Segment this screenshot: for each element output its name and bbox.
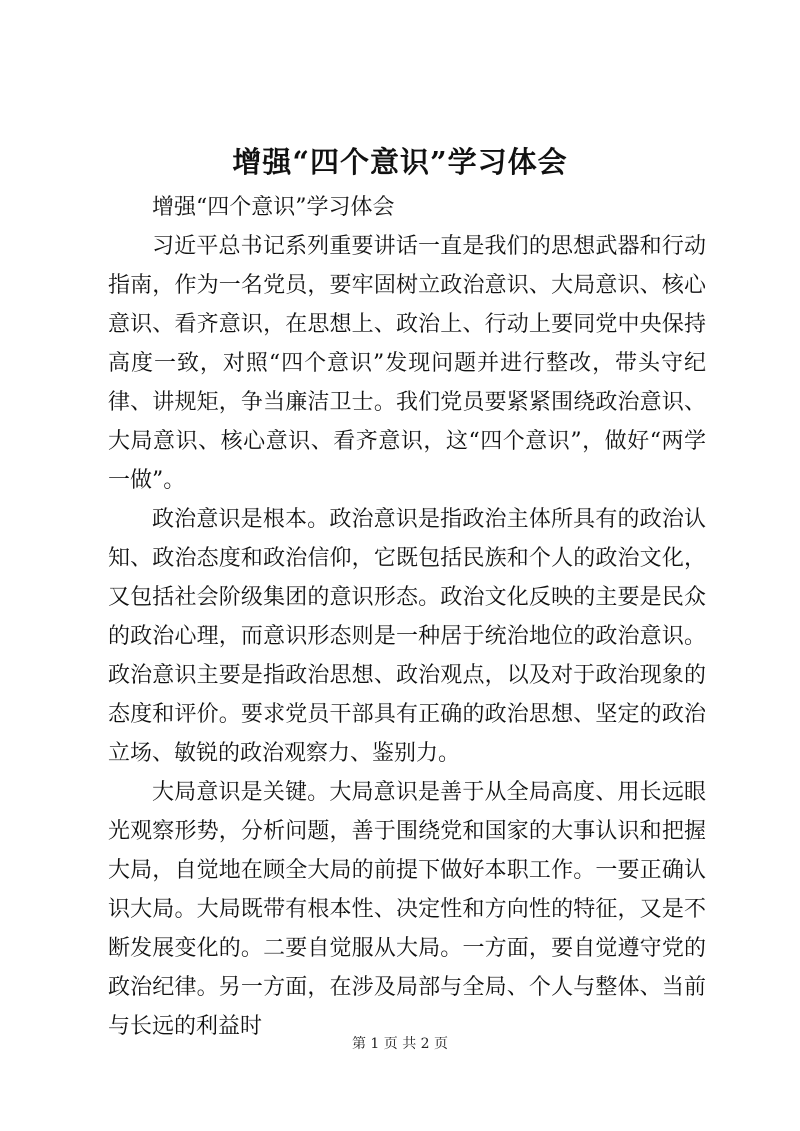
paragraph-political-awareness: 政治意识是根本。政治意识是指政治主体所具有的政治认知、政治态度和政治信仰，它既包括民族和个人的政治文化，又包括社会阶级集团的意识形态。政治文化反映的主要是民众的政治心理，而意识形态则是一种居于统治地位的政治意识。政治意识主要是指政治思想、政治观点，以及对于政治现象的态度和评价。要求党员干部具有正确的政治思想、坚定的政治立场、敏锐的政治观察力、鉴别力。 — [108, 507, 706, 766]
page-footer: 第 1 页 共 2 页 — [351, 1036, 449, 1052]
paragraph-intro: 习近平总书记系列重要讲话一直是我们的思想武器和行动指南，作为一名党员，要牢固树立政治意识、大局意识、核心意识、看齐意识，在思想上、政治上、行动上要同党中央保持高度一致，对照“四个意识”发现问题并进行整改，带头守纪律、讲规矩，争当廉洁卫士。我们党员要紧紧围绕政治意识、大局意识、核心意识、看齐意识，这“四个意识”，做好“两学一做”。 — [108, 234, 706, 493]
document-title: 增强“四个意识”学习体会 — [232, 145, 568, 179]
paragraph-heading: 增强“四个意识”学习体会 — [152, 195, 395, 220]
document-body — [108, 188, 706, 1046]
paragraph-overall-awareness: 大局意识是关键。大局意识是善于从全局高度、用长远眼光观察形势，分析问题，善于围绕党和国家的大事认识和把握大局，自觉地在顾全大局的前提下做好本职工作。一要正确认识大局。大局既带有根本性、决定性和方向性的特征，又是不断发展变化的。二要自觉服从大局。一方面，要自觉遵守党的政治纪律。另一方面，在涉及局部与全局、个人与整体、当前与长远的利益时 — [108, 780, 706, 1039]
